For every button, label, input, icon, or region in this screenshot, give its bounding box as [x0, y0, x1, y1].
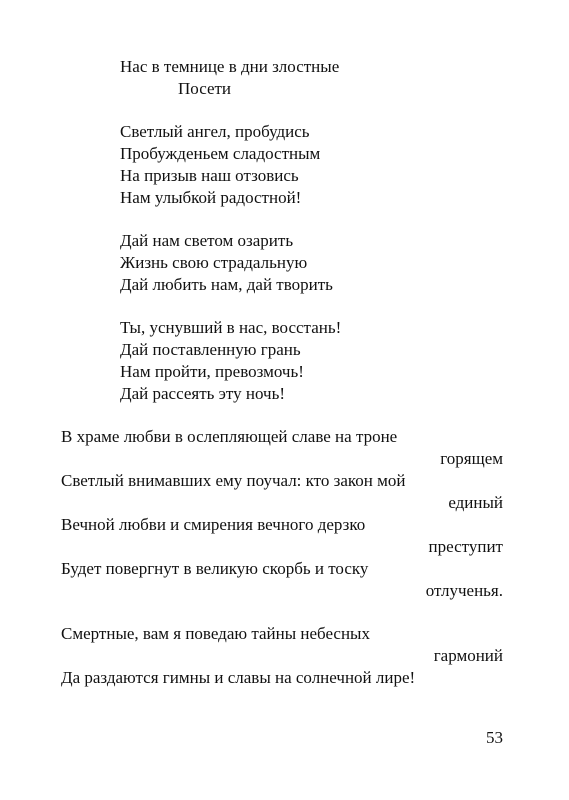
- poem-line: Пробужденьем сладостным: [120, 144, 321, 163]
- verse-line: В храме любви в ослепляющей славе на троне: [61, 427, 398, 446]
- poem-line: Нам пройти, превозмочь!: [120, 362, 304, 381]
- verse-line: Будет повергнут в великую скорбь и тоску: [61, 559, 369, 578]
- poem-line: Посети: [178, 79, 232, 98]
- poem-line: Нас в темнице в дни злостные: [120, 57, 340, 76]
- poem-line: Дай любить нам, дай творить: [120, 275, 333, 294]
- poem-line: Дай рассеять эту ночь!: [120, 384, 286, 403]
- verse-line-wrap: гармоний: [433, 646, 503, 665]
- page-number: 53: [486, 728, 503, 747]
- verse-line: Светлый внимавших ему поучал: кто закон мой: [61, 471, 406, 490]
- verse-line: Вечной любви и смирения вечного дерзко: [61, 515, 366, 534]
- verse-line-wrap: горящем: [440, 449, 503, 468]
- poem-line: Светлый ангел, пробудись: [120, 122, 310, 141]
- verse-line: Да раздаются гимны и славы на солнечной лире!: [61, 668, 416, 687]
- poem-line: Жизнь свою страдальную: [120, 253, 308, 272]
- poem-line: Дай нам светом озарить: [120, 231, 294, 250]
- verse-line-wrap: единый: [448, 493, 503, 512]
- poem-line: Дай поставленную грань: [120, 340, 301, 359]
- poem-line: Нам улыбкой радостной!: [120, 188, 302, 207]
- poem-line: На призыв наш отзовись: [120, 166, 299, 185]
- verse-line-wrap: преступит: [428, 537, 503, 556]
- verse-line: Смертные, вам я поведаю тайны небесных: [61, 624, 370, 643]
- poem-line: Ты, уснувший в нас, восстань!: [120, 318, 342, 337]
- verse-line-wrap: отлученья.: [425, 581, 503, 600]
